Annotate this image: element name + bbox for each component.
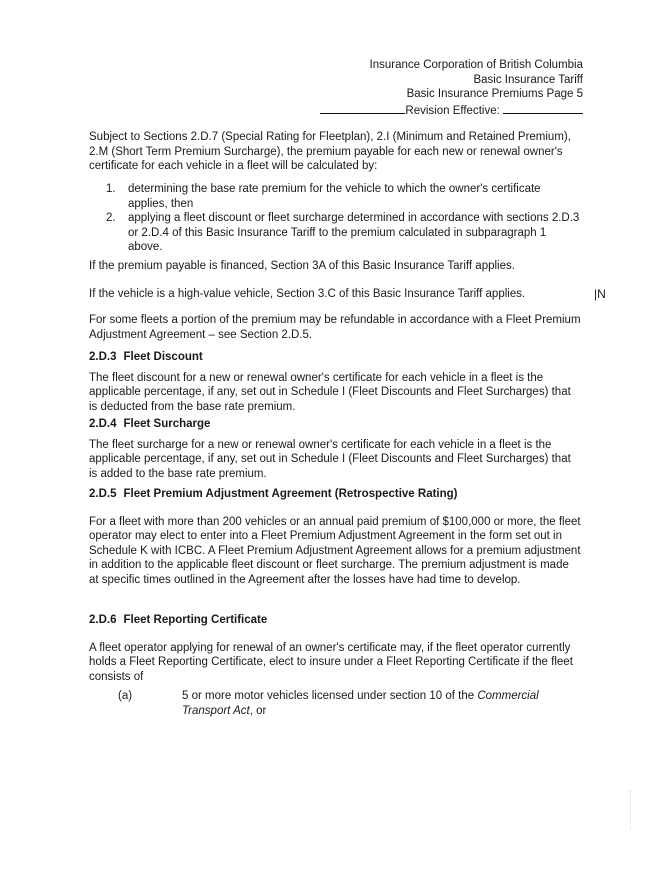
act-title: Commercial Transport Act: [182, 690, 539, 717]
list-item: 1. determining the base rate premium for the vehicle to which the owner's certificate applies, then: [106, 183, 541, 210]
revision-margin-mark: |N: [594, 287, 606, 301]
revision-blank-right: [503, 102, 583, 114]
section-heading: 2.D.6 Fleet Reporting Certificate: [89, 614, 268, 626]
list-item: 2. applying a fleet discount or fleet surcharge determined in accordance with sections 2.D.3 or 2.D.4 of this Basic Insurance Tariff to the premium calculated in subparagraph 1 above.: [106, 212, 580, 253]
section-heading: 2.D.4 Fleet Surcharge: [89, 418, 211, 430]
header-tariff: Basic Insurance Tariff: [473, 73, 583, 86]
header-page-title: Basic Insurance Premiums Page 5: [406, 88, 583, 100]
list-item: (a) 5 or more motor vehicles licensed under section 10 of the Commercial Transport Act, or: [118, 690, 539, 717]
revision-blank-left: [320, 102, 405, 114]
section-heading: 2.D.3 Fleet Discount: [89, 351, 203, 363]
refund-paragraph: For some fleets a portion of the premium may be refundable in accordance with a Fleet Premium Adjustment Agreement – see Section 2.D.5.: [89, 314, 581, 341]
header-organization: Insurance Corporation of British Columbia: [369, 59, 583, 71]
subitem-a: [89, 689, 581, 718]
financed-paragraph: If the premium payable is financed, Section 3A of this Basic Insurance Tariff applies.: [89, 260, 515, 272]
section-2d3: 2.D.3 Fleet Discount The fleet discount for a new or renewal owner's certificate for each vehicle in a fleet is the applicable percentage, if any, set out in Schedule I (Fleet Discounts and Fleet Surcharges) that is deducted from the base rate premium.: [89, 350, 581, 414]
header-revision-line: [320, 102, 583, 119]
section-2d6: 2.D.6 Fleet Reporting Certificate A fleet operator applying for renewal of an owner's certificate may, if the fleet operator currently holds a Fleet Reporting Certificate, elect to insure under a Fleet Reporting Certificate if the fleet consists of: [89, 613, 581, 684]
intro-paragraph: Subject to Sections 2.D.7 (Special Rating for Fleetplan), 2.I (Minimum and Retained Premium), 2.M (Short Term Premium Surcharge), the premium payable for each new or renewal owner's certificate for each vehicle in a fleet will be calculated by:: [89, 131, 571, 172]
calculation-steps: [89, 182, 581, 255]
header-revision-label: Revision Effective:: [405, 104, 500, 117]
section-2d4: 2.D.4 Fleet Surcharge The fleet surcharge for a new or renewal owner's certificate for each vehicle in a fleet is the applicable percentage, if any, set out in Schedule I (Fleet Discounts and Fleet Surcharges) that is added to the base rate premium.: [89, 417, 581, 481]
scan-artifact: [630, 790, 633, 830]
section-heading: 2.D.5 Fleet Premium Adjustment Agreement (Retrospective Rating): [89, 488, 458, 500]
section-2d5: 2.D.5 Fleet Premium Adjustment Agreement (Retrospective Rating) For a fleet with more than 200 vehicles or an annual paid premium of $100,000 or more, the fleet operator may elect to enter into a Fleet Premium Adjustment Agreement in the form set out in Schedule K with ICBC. A Fleet Premium Adjustment Agreement allows for a premium adjustment in addition to the applicable fleet discount or fleet surcharge. The premium adjustment is made at specific times outlined in the Agreement after the losses have had time to develop.: [89, 488, 581, 586]
page-header: [320, 58, 583, 118]
highvalue-paragraph: If the vehicle is a high-value vehicle, Section 3.C of this Basic Insurance Tariff applies.: [89, 288, 526, 300]
